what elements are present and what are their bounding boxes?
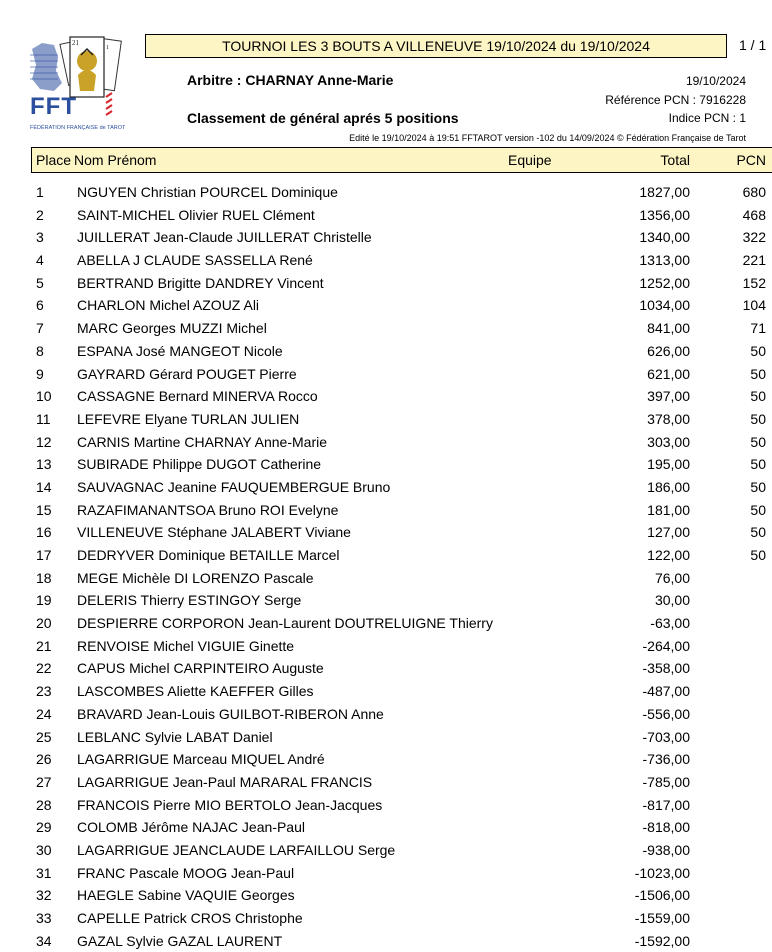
name-cell: LEFEVRE Elyane TURLAN JULIEN	[77, 410, 300, 427]
logo-letters	[30, 93, 77, 121]
place-cell: 18	[36, 569, 52, 586]
pcn-cell: 50	[750, 342, 766, 359]
pcn-reference: Référence PCN : 7916228	[605, 93, 746, 107]
name-cell: RENVOISE Michel VIGUIE Ginette	[77, 637, 295, 654]
name-cell: COLOMB Jérôme NAJAC Jean-Paul	[77, 819, 305, 836]
table-row	[0, 771, 772, 794]
table-row	[0, 499, 772, 522]
table-row	[0, 680, 772, 703]
name-cell: GAZAL Sylvie GAZAL LAURENT	[77, 932, 283, 949]
table-row	[0, 272, 772, 295]
name-cell: HAEGLE Sabine VAQUIE Georges	[77, 887, 295, 904]
table-row	[0, 226, 772, 249]
table-row	[0, 635, 772, 658]
name-cell: LAGARRIGUE Marceau MIQUEL André	[77, 751, 325, 768]
total-cell: -264,00	[642, 637, 690, 654]
name-cell: CHARLON Michel AZOUZ Ali	[77, 297, 260, 314]
column-header-team: Equipe	[508, 152, 552, 168]
table-row	[0, 657, 772, 680]
edition-note: Edité le 19/10/2024 à 19:51 FFTAROT version -102 du 14/09/2024 © Fédération Française de Tarot	[349, 133, 746, 143]
name-cell: NGUYEN Christian POURCEL Dominique	[77, 184, 338, 200]
table-row	[0, 544, 772, 567]
pcn-cell: 50	[750, 456, 766, 473]
report-date: 19/10/2024	[685, 74, 746, 88]
pcn-cell: 680	[742, 184, 766, 200]
name-cell: LAGARRIGUE JEANCLAUDE LARFAILLOU Serge	[77, 841, 396, 858]
name-cell: RAZAFIMANANTSOA Bruno ROI Evelyne	[77, 501, 339, 518]
name-cell: ABELLA J CLAUDE SASSELLA René	[77, 252, 313, 269]
table-row	[0, 476, 772, 499]
place-cell: 29	[36, 819, 52, 836]
logo-letters-text: FFT	[30, 93, 77, 120]
name-cell: BRAVARD Jean-Louis GUILBOT-RIBERON Anne	[77, 705, 384, 722]
name-cell: VILLENEUVE Stéphane JALABERT Viviane	[77, 524, 351, 541]
place-cell: 14	[36, 478, 52, 495]
pcn-indice: Indice PCN : 1	[668, 111, 746, 125]
total-cell: 122,00	[647, 547, 690, 563]
name-cell: MEGE Michèle DI LORENZO Pascale	[77, 569, 314, 586]
table-row	[0, 839, 772, 862]
name-cell: BERTRAND Brigitte DANDREY Vincent	[77, 274, 324, 291]
total-cell: 626,00	[647, 342, 690, 359]
place-cell: 12	[36, 433, 52, 450]
table-row	[0, 930, 772, 952]
place-cell: 33	[36, 910, 52, 926]
page-number: 1 / 1	[739, 37, 767, 53]
table-row	[0, 249, 772, 272]
name-cell: FRANC Pascale MOOG Jean-Paul	[77, 864, 295, 881]
table-row	[0, 703, 772, 726]
column-header-place: Place	[36, 152, 72, 168]
total-cell: -703,00	[642, 728, 690, 745]
table-row	[0, 181, 772, 204]
place-cell: 17	[36, 547, 52, 563]
place-cell: 9	[36, 365, 44, 382]
total-cell: 841,00	[647, 320, 690, 337]
column-header-name: Nom Prénom	[74, 152, 157, 168]
pcn-cell: 50	[750, 524, 766, 541]
place-cell: 11	[36, 410, 51, 427]
table-row	[0, 317, 772, 340]
table-row	[0, 907, 772, 930]
name-cell: CASSAGNE Bernard MINERVA Rocco	[77, 388, 318, 405]
table-row	[0, 862, 772, 885]
total-cell: -1592,00	[634, 932, 690, 949]
place-cell: 5	[36, 274, 44, 291]
total-cell: 397,00	[647, 388, 690, 405]
name-cell: SAUVAGNAC Jeanine FAUQUEMBERGUE Bruno	[77, 478, 391, 495]
place-cell: 28	[36, 796, 52, 813]
column-header-total: Total	[660, 152, 690, 168]
logo-caption: FÉDÉRATION FRANÇAISE de TAROT	[30, 125, 126, 131]
table-row	[0, 385, 772, 408]
place-cell: 3	[36, 229, 44, 246]
total-cell: 186,00	[647, 478, 690, 495]
name-cell: ESPANA José MANGEOT Nicole	[77, 342, 283, 359]
pcn-cell: 221	[742, 252, 766, 269]
table-row	[0, 408, 772, 431]
total-cell: 1313,00	[639, 252, 690, 269]
table-row	[0, 294, 772, 317]
place-cell: 32	[36, 887, 52, 904]
table-row	[0, 612, 772, 635]
table-row	[0, 748, 772, 771]
pcn-cell: 50	[750, 365, 766, 382]
table-row	[0, 363, 772, 386]
total-cell: -818,00	[642, 819, 690, 836]
total-cell: 195,00	[647, 456, 690, 473]
total-cell: -736,00	[642, 751, 690, 768]
svg-text:21: 21	[72, 39, 79, 47]
place-cell: 8	[36, 342, 44, 359]
place-cell: 34	[36, 932, 52, 949]
total-cell: 1356,00	[639, 206, 690, 223]
pcn-cell: 50	[750, 547, 766, 563]
total-cell: 1827,00	[639, 184, 690, 200]
column-header-pcn: PCN	[736, 152, 766, 168]
pcn-cell: 50	[750, 433, 766, 450]
name-cell: FRANCOIS Pierre MIO BERTOLO Jean-Jacques	[77, 796, 383, 813]
pcn-cell: 50	[750, 501, 766, 518]
pcn-cell: 50	[750, 410, 766, 427]
pcn-cell: 152	[742, 274, 766, 291]
place-cell: 13	[36, 456, 52, 473]
name-cell: CAPELLE Patrick CROS Christophe	[77, 910, 303, 926]
place-cell: 27	[36, 773, 52, 790]
name-cell: JUILLERAT Jean-Claude JUILLERAT Christelle	[77, 229, 372, 246]
place-cell: 19	[36, 592, 52, 609]
table-row	[0, 453, 772, 476]
svg-text:1: 1	[106, 45, 109, 51]
pcn-cell: 322	[742, 229, 766, 246]
name-cell: SUBIRADE Philippe DUGOT Catherine	[77, 456, 322, 473]
classement-title: Classement de général aprés 5 positions	[187, 110, 459, 126]
pcn-cell: 50	[750, 388, 766, 405]
name-cell: LASCOMBES Aliette KAEFFER Gilles	[77, 683, 314, 700]
name-cell: LAGARRIGUE Jean-Paul MARARAL FRANCIS	[77, 773, 373, 790]
table-row	[0, 589, 772, 612]
table-row	[0, 567, 772, 590]
place-cell: 6	[36, 297, 44, 314]
name-cell: DELERIS Thierry ESTINGOY Serge	[77, 592, 302, 609]
total-cell: -1506,00	[634, 887, 690, 904]
total-cell: -817,00	[642, 796, 690, 813]
pcn-cell: 104	[742, 297, 766, 314]
place-cell: 31	[36, 864, 52, 881]
total-cell: -487,00	[642, 683, 690, 700]
tournament-title: TOURNOI LES 3 BOUTS A VILLENEUVE 19/10/2024 du 19/10/2024	[145, 34, 727, 58]
total-cell: 76,00	[654, 569, 690, 586]
total-cell: 1034,00	[639, 297, 690, 314]
total-cell: 303,00	[647, 433, 690, 450]
place-cell: 24	[36, 705, 52, 722]
place-cell: 7	[36, 320, 44, 337]
total-cell: 30,00	[654, 592, 690, 609]
total-cell: -358,00	[642, 660, 690, 677]
table-row	[0, 340, 772, 363]
total-cell: 1340,00	[639, 229, 690, 246]
total-cell: -938,00	[642, 841, 690, 858]
place-cell: 22	[36, 660, 52, 677]
place-cell: 21	[36, 637, 52, 654]
pcn-cell: 468	[742, 206, 766, 223]
total-cell: -556,00	[642, 705, 690, 722]
place-cell: 15	[36, 501, 52, 518]
place-cell: 2	[36, 206, 44, 223]
place-cell: 20	[36, 615, 52, 632]
name-cell: CAPUS Michel CARPINTEIRO Auguste	[77, 660, 324, 677]
name-cell: GAYRARD Gérard POUGET Pierre	[77, 365, 297, 382]
place-cell: 10	[36, 388, 52, 405]
ranking-table	[0, 181, 772, 952]
total-cell: 621,00	[647, 365, 690, 382]
name-cell: SAINT-MICHEL Olivier RUEL Clément	[77, 206, 315, 223]
name-cell: MARC Georges MUZZI Michel	[77, 320, 267, 337]
arbitre-label: Arbitre : CHARNAY Anne-Marie	[187, 72, 394, 88]
place-cell: 4	[36, 252, 44, 269]
table-row	[0, 794, 772, 817]
total-cell: 127,00	[647, 524, 690, 541]
fft-logo	[28, 35, 126, 137]
place-cell: 30	[36, 841, 52, 858]
total-cell: 181,00	[647, 501, 690, 518]
table-header	[31, 147, 772, 173]
table-row	[0, 204, 772, 227]
table-row	[0, 726, 772, 749]
place-cell: 26	[36, 751, 52, 768]
total-cell: -1559,00	[634, 910, 690, 926]
table-row	[0, 884, 772, 907]
name-cell: CARNIS Martine CHARNAY Anne-Marie	[77, 433, 328, 450]
table-row	[0, 521, 772, 544]
name-cell: LEBLANC Sylvie LABAT Daniel	[77, 728, 273, 745]
place-cell: 25	[36, 728, 52, 745]
fft-logo-graphic	[28, 35, 122, 137]
total-cell: -63,00	[650, 615, 690, 632]
name-cell: DESPIERRE CORPORON Jean-Laurent DOUTRELUIGNE Thierry	[77, 615, 493, 632]
total-cell: 378,00	[647, 410, 690, 427]
pcn-cell: 71	[750, 320, 766, 337]
place-cell: 1	[36, 184, 44, 200]
pcn-cell: 50	[750, 478, 766, 495]
place-cell: 16	[36, 524, 52, 541]
total-cell: -785,00	[642, 773, 690, 790]
table-row	[0, 431, 772, 454]
table-row	[0, 816, 772, 839]
place-cell: 23	[36, 683, 52, 700]
total-cell: -1023,00	[634, 864, 690, 881]
total-cell: 1252,00	[639, 274, 690, 291]
name-cell: DEDRYVER Dominique BETAILLE Marcel	[77, 547, 340, 563]
